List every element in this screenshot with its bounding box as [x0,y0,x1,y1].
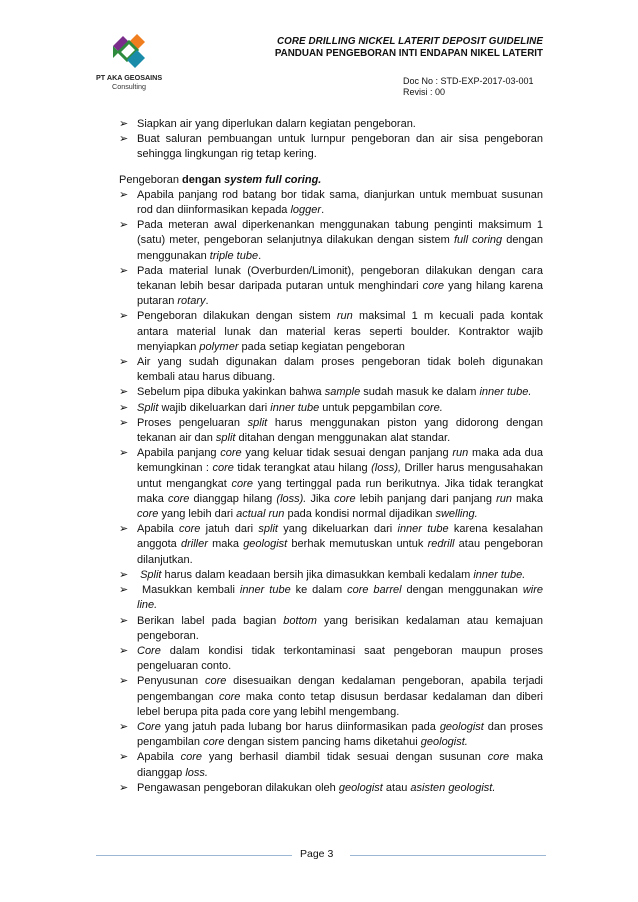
list-item-text: Penyusunan core disesuaikan dengan kedalaman pengeboran, apabila terjadi pengembangan core maka conto tetap disusun berdasar kedalaman dan diberi lebel berupa pita pada core yang lebihl mengembang. [137,675,543,718]
arrow-bullet-icon: ➢ [119,133,129,146]
list-item [119,644,543,674]
footer-divider-left [96,855,292,856]
section-heading-prefix: Pengeboran [119,173,182,186]
section-heading-bold: dengan [182,173,225,186]
document-title-id: PANDUAN PENGEBORAN INTI ENDAPAN NIKEL LATERIT [274,48,543,59]
arrow-bullet-icon: ➢ [119,188,129,201]
list-item [119,674,543,720]
list-item [119,781,543,796]
arrow-bullet-icon: ➢ [119,584,129,597]
arrow-bullet-icon: ➢ [119,751,129,764]
list-item [119,264,543,310]
list-item [119,355,543,385]
list-item-text: Buat saluran pembuangan untuk lurnpur pengeboran dan air sisa pengeboran sehingga lingkungan rig tetap kering. [137,133,543,161]
arrow-bullet-icon: ➢ [119,675,129,688]
arrow-bullet-icon: ➢ [119,264,129,277]
arrow-bullet-icon: ➢ [119,401,129,414]
footer-divider-right [350,855,546,856]
intro-list [119,117,543,163]
arrow-bullet-icon: ➢ [119,720,129,733]
list-item-text: Apabila core yang berhasil diambil tidak sesuai dengan susunan core maka dianggap loss. [137,751,543,779]
company-subtitle: Consulting [112,82,146,91]
list-item [119,218,543,264]
arrow-bullet-icon: ➢ [119,644,129,657]
list-item-text: Apabila core jatuh dari split yang dikeluarkan dari inner tube karena kesalahan anggota driller maka geologist berhak memutuskan untuk redrill atau pengeboran dilanjutkan. [137,523,544,566]
section-heading-bold-italic: system full coring. [224,173,322,186]
list-item [119,416,543,446]
arrow-bullet-icon: ➢ [119,523,129,536]
arrow-bullet-icon: ➢ [119,118,129,130]
list-item [119,117,543,132]
arrow-bullet-icon: ➢ [119,447,129,460]
arrow-bullet-icon: ➢ [119,219,129,232]
list-item-text: Apabila panjang rod batang bor tidak sama, dianjurkan untuk membuat susunan rod dan diinformasikan kepada logger. [137,188,543,217]
arrow-bullet-icon: ➢ [119,356,129,369]
list-item [119,522,543,568]
arrow-bullet-icon: ➢ [119,310,129,323]
procedure-list [119,188,543,796]
list-item-text: Split harus dalam keadaan bersih jika dimasukkan kembali kedalam inner tube. [140,568,526,581]
list-item [119,446,543,522]
list-item-text: Pada meteran awal diperkenankan menggunakan tabung penginti maksimum 1 (satu) meter, pengeboran selanjutnya dilakukan dengan sistem full coring dengan menggunakan triple tube. [137,219,544,262]
logo-mark-icon [107,32,151,72]
company-name: PT AKA GEOSAINS [96,73,163,82]
arrow-bullet-icon: ➢ [119,416,129,429]
list-item [119,583,543,613]
list-item [119,309,543,355]
page-body [119,117,543,796]
list-item [119,132,543,162]
list-item-text: Berikan label pada bagian bottom yang berisikan kedalaman atau kemajuan pengeboran. [137,614,544,642]
list-item [119,385,543,400]
arrow-bullet-icon: ➢ [119,614,129,627]
company-logo [96,32,162,91]
list-item [119,568,543,583]
list-item-text: Sebelum pipa dibuka yakinkan bahwa sample sudah masuk ke dalam inner tube. [137,386,532,399]
arrow-bullet-icon: ➢ [119,781,129,794]
document-title-en: CORE DRILLING NICKEL LATERIT DEPOSIT GUIDELINE [276,36,543,47]
list-item-text: Pengawasan pengeboran dilakukan oleh geologist atau asisten geologist. [137,781,496,794]
arrow-bullet-icon: ➢ [119,386,129,399]
list-item [119,401,543,416]
list-item-text: Masukkan kembali inner tube ke dalam core barrel dengan menggunakan wire line. [137,584,543,612]
document-number: Doc No : STD-EXP-2017-03-001 [403,76,534,86]
list-item-text: Split wajib dikeluarkan dari inner tube untuk pepgambilan core. [137,401,443,414]
section-heading [119,173,543,188]
page-number: Page 3 [300,848,334,860]
list-item [119,750,543,780]
arrow-bullet-icon: ➢ [119,568,129,581]
list-item-text: Air yang sudah digunakan dalam proses pengeboran tidak boleh digunakan kembali atau harus dibuang. [137,356,543,384]
list-item [119,720,543,750]
list-item [119,188,543,218]
list-item-text: Siapkan air yang diperlukan dalarn kegiatan pengeboran. [137,118,416,130]
list-item-text: Pengeboran dilakukan dengan sistem run maksimal 1 m kecuali pada kontak antara material lunak dan material keras seperti boulder. Kontraktor wajib menyiapkan polymer pada setiap kegiatan pengeboran [137,310,543,353]
list-item-text: Proses pengeluaran split harus menggunakan piston yang didorong dengan tekanan air dan split ditahan dengan menggunakan alat standar. [137,416,543,445]
list-item [119,614,543,644]
list-item-text: Pada material lunak (Overburden/Limonit), pengeboran dilakukan dengan cara tekanan lebih besar daripada putaran untuk menghindari core yang hilang karena putaran rotary. [137,264,543,308]
list-item-text: Apabila panjang core yang keluar tidak sesuai dengan panjang run maka ada dua kemungkinan : core tidak terangkat atau hilang (loss), Driller harus mengusahakan untut mengangkat core yang tertinggal pada run berikutnya. Jika tidak terangkat maka core dianggap hilang (loss). Jika core lebih panjang dari panjang run maka core yang lebih dari actual run pada kondisi normal dijadikan swelling. [137,447,543,521]
list-item-text: Core yang jatuh pada lubang bor harus diinformasikan pada geologist dan proses pengambilan core dengan sistem pancing hams diketahui geologist. [137,720,543,749]
list-item-text: Core dalam kondisi tidak terkontaminasi saat pengeboran maupun proses pengeluaran conto. [137,644,543,673]
revision-number: Revisi : 00 [403,87,446,97]
